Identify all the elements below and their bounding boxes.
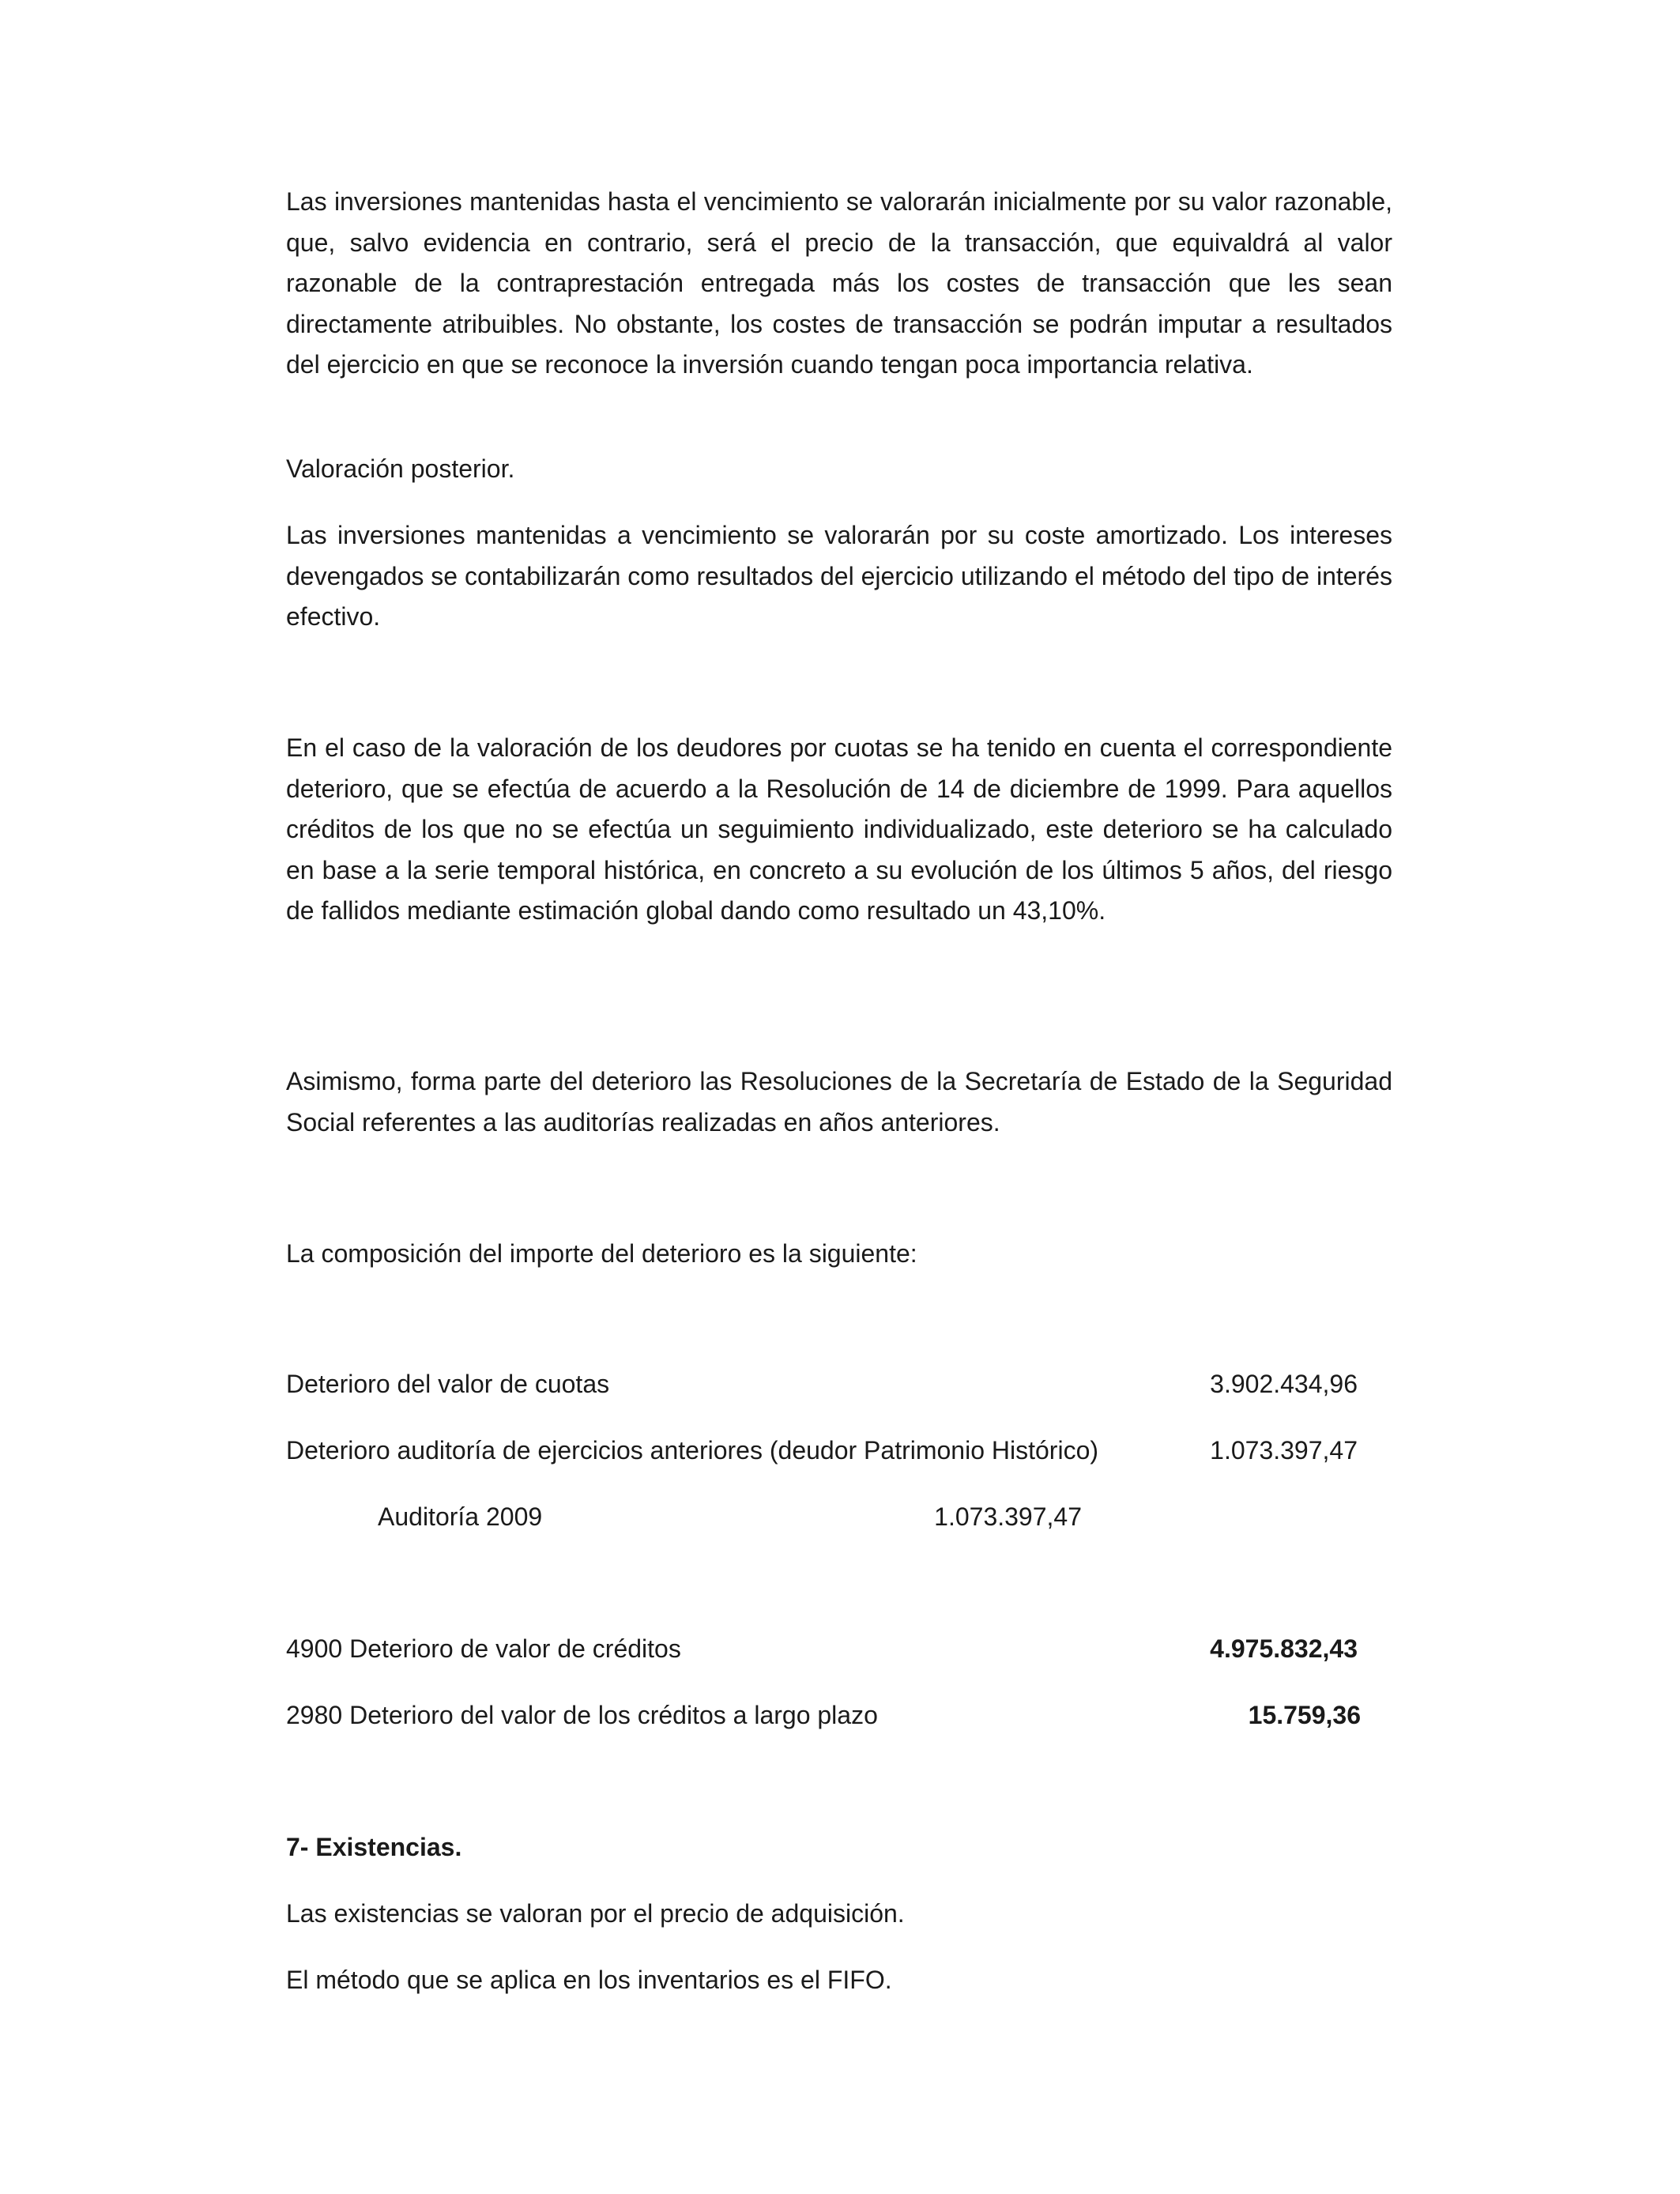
breakdown-value: 1.073.397,47 — [1210, 1436, 1358, 1465]
breakdown-label: Deterioro auditoría de ejercicios anteriores (deudor Patrimonio Histórico) — [286, 1436, 1099, 1465]
total-value: 15.759,36 — [1248, 1701, 1361, 1729]
paragraph-deterioration-quotas: En el caso de la valoración de los deudores por cuotas se ha tenido en cuenta el correspondiente deterioro, que se efectúa de acuerdo a la Resolución de 14 de diciembre de 1999. Para aquellos créditos de los que no se efectúa un seguimiento individualizado, este deterioro se ha calculado en base a la serie temporal histórica, en concreto a su evolución de los últimos 5 años, del riesgo de fallidos mediante estimación global dando como resultado un 43,10%. — [286, 733, 1392, 925]
paragraph-subsequent-valuation: Las inversiones mantenidas a vencimiento se valorarán por su coste amortizado. Los intereses devengados se contabilizarán como resultados del ejercicio utilizando el método del tipo de interés efectivo. — [286, 521, 1392, 631]
paragraph-initial-valuation: Las inversiones mantenidas hasta el vencimiento se valorarán inicialmente por su valor razonable, que, salvo evidencia en contrario, será el precio de la transacción, que equivaldrá al valor razonable de la contraprestación entregada más los costes de transacción que les sean directamente atribuibles. No obstante, los costes de transacción se podrán imputar a resultados del ejercicio en que se reconoce la inversión cuando tengan poca importancia relativa. — [286, 187, 1392, 379]
total-label: 4900 Deterioro de valor de créditos — [286, 1634, 681, 1663]
total-label: 2980 Deterioro del valor de los créditos a largo plazo — [286, 1701, 878, 1729]
breakdown-label: Deterioro del valor de cuotas — [286, 1370, 610, 1398]
breakdown-value: 3.902.434,96 — [1210, 1370, 1358, 1398]
section-heading: 7- Existencias. — [286, 1833, 462, 1861]
breakdown-sub-label: Auditoría 2009 — [378, 1502, 543, 1531]
paragraph-subheading: Valoración posterior. — [286, 454, 515, 483]
section-paragraph: El método que se aplica en los inventarios es el FIFO. — [286, 1966, 892, 1994]
paragraph-resolutions: Asimismo, forma parte del deterioro las Resoluciones de la Secretaría de Estado de la Seguridad Social referentes a las auditorías realizadas en años anteriores. — [286, 1067, 1392, 1137]
paragraph-composition-intro: La composición del importe del deterioro es la siguiente: — [286, 1239, 917, 1268]
total-value: 4.975.832,43 — [1210, 1634, 1358, 1663]
section-paragraph: Las existencias se valoran por el precio de adquisición. — [286, 1899, 905, 1928]
breakdown-sub-value: 1.073.397,47 — [934, 1502, 1082, 1531]
